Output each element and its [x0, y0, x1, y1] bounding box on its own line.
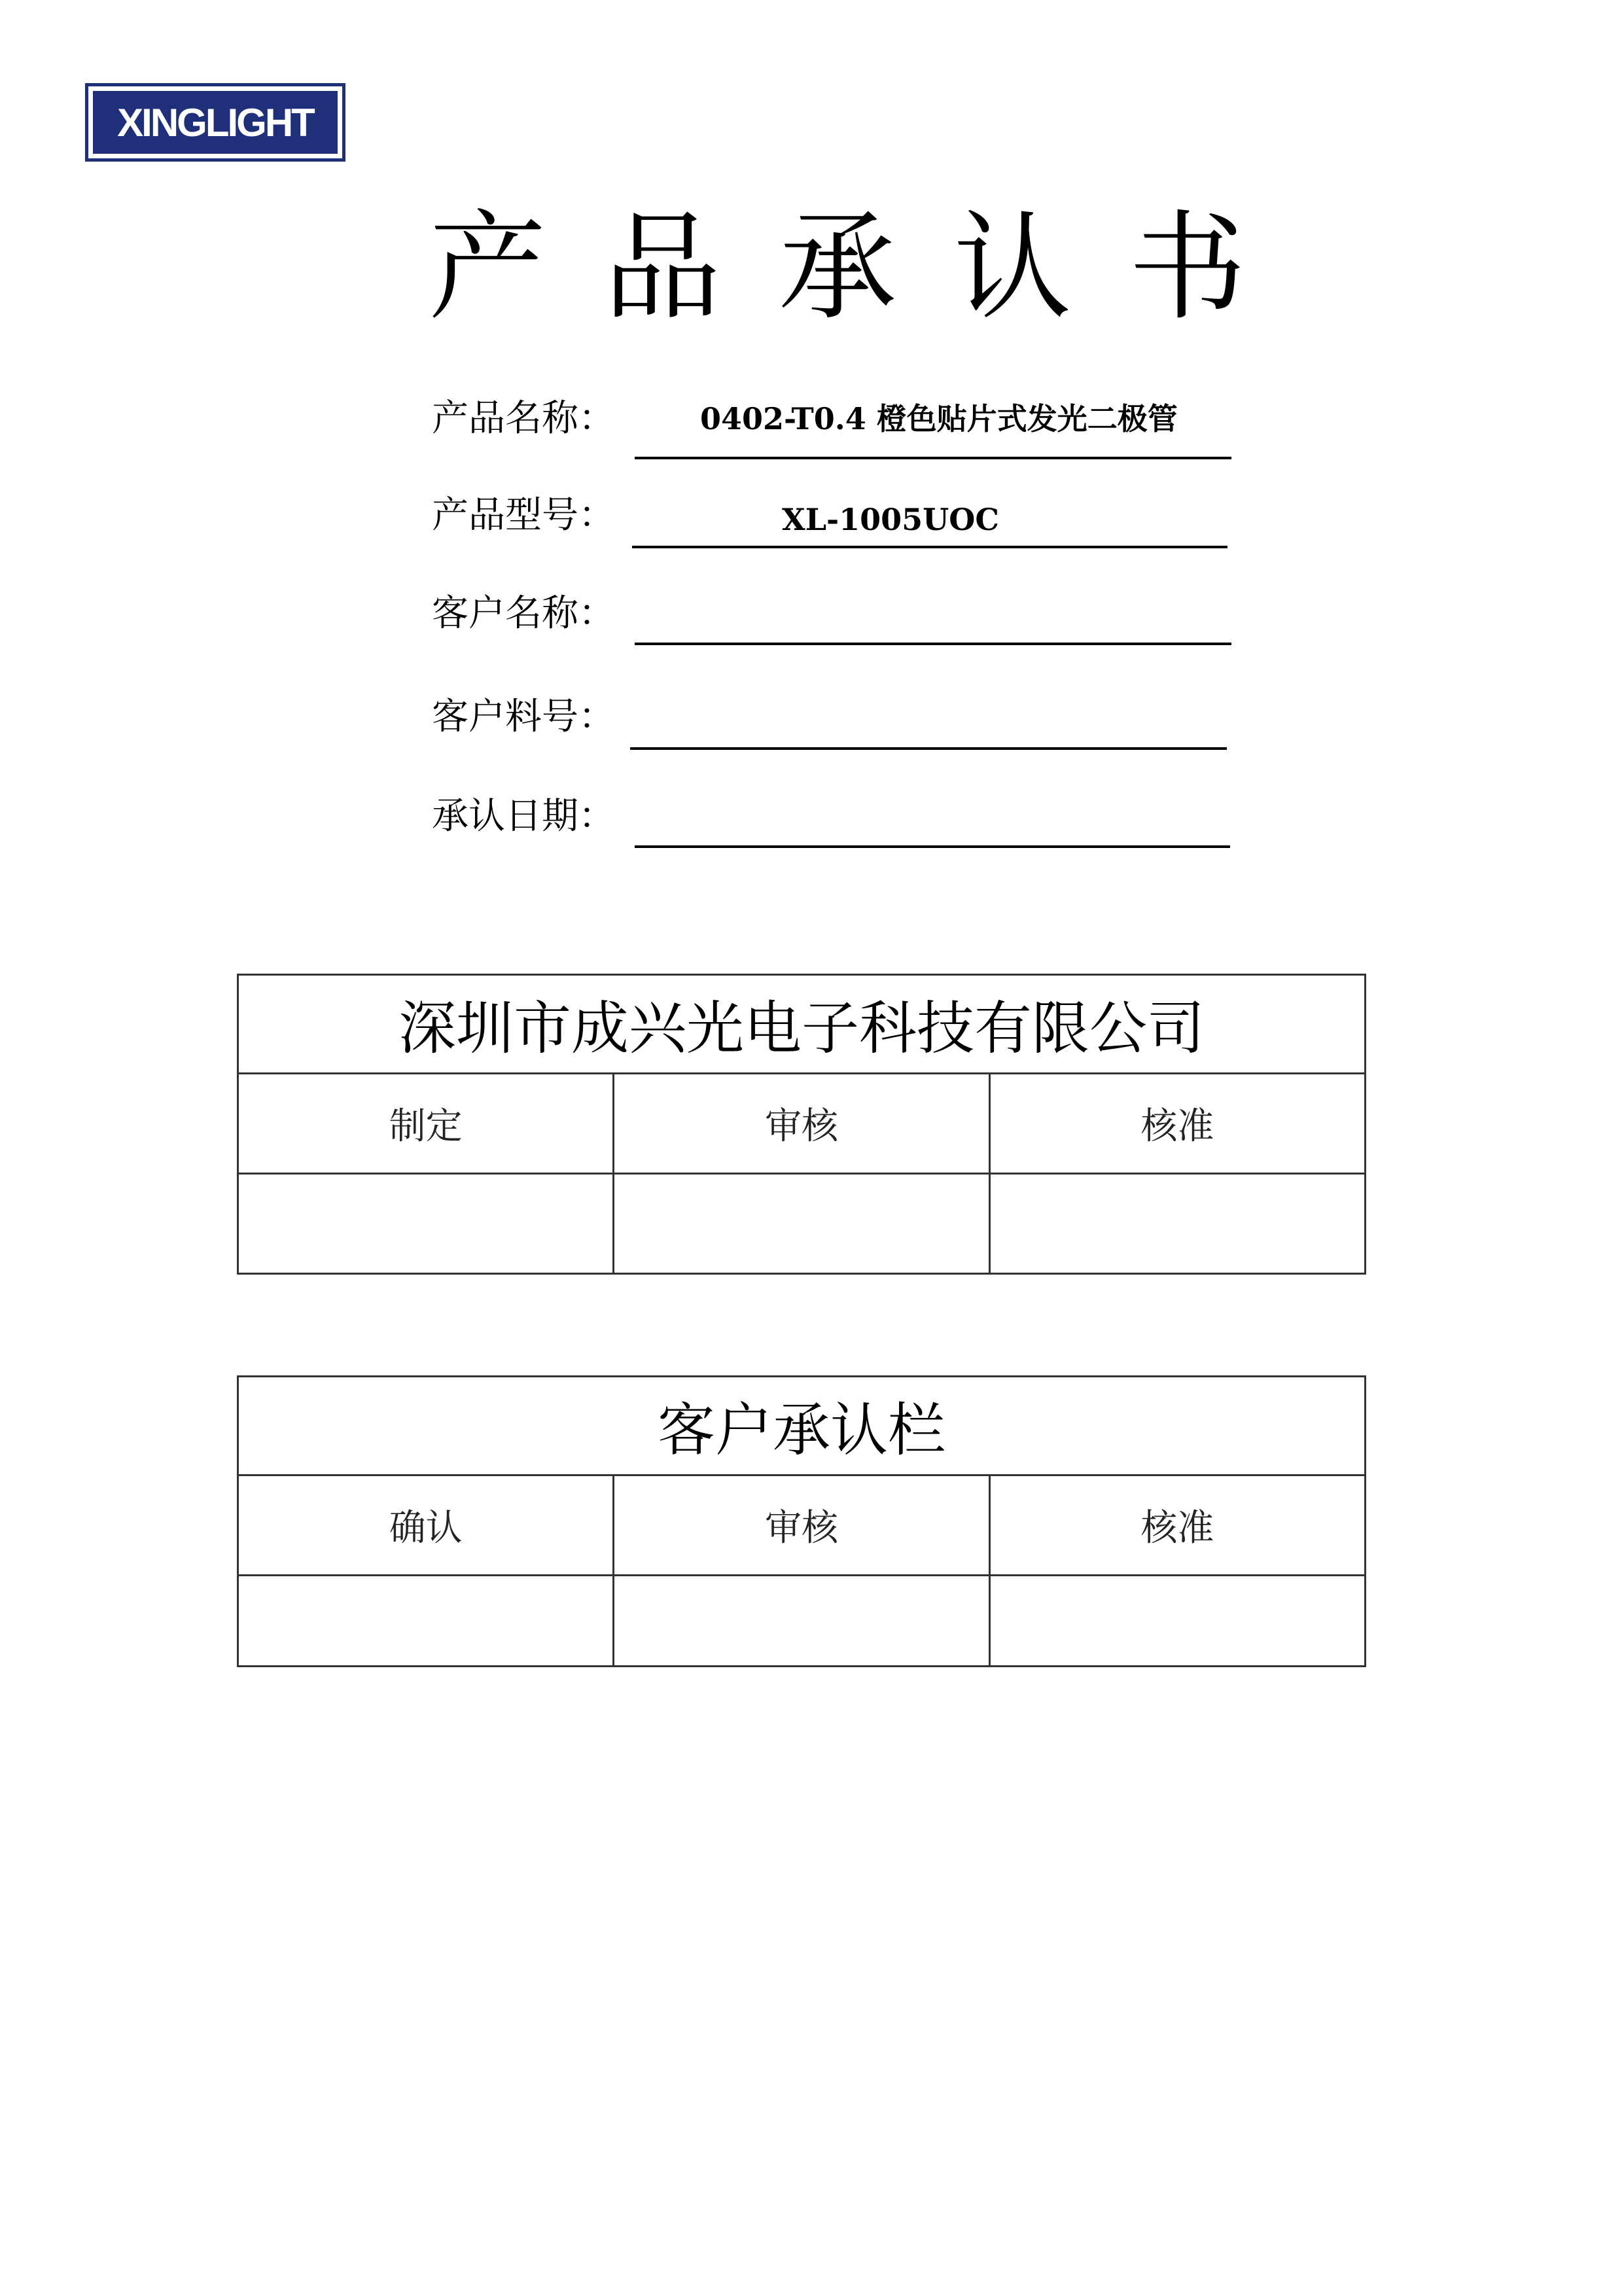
- header-approved: 核准: [989, 1475, 1365, 1576]
- title-char: 产: [429, 200, 547, 336]
- company-approval-table: [237, 974, 1366, 1275]
- title-char: 书: [1128, 200, 1246, 336]
- signature-cell-confirmed: [238, 1576, 614, 1667]
- title-char: 品: [603, 200, 722, 336]
- customer-approval-title: 客户承认栏: [238, 1377, 1366, 1475]
- company-logo: [85, 83, 345, 162]
- approval-date-line: [635, 845, 1230, 848]
- header-reviewed: 审核: [614, 1074, 989, 1174]
- header-confirmed: 确认: [238, 1475, 614, 1576]
- product-name-value: 0402-T0.4 橙色贴片式发光二极管: [700, 401, 1178, 436]
- signature-cell-prepared: [238, 1174, 614, 1274]
- signature-cell-reviewed: [614, 1576, 989, 1667]
- page-title: [429, 200, 1246, 336]
- product-name-label: 产品名称：: [432, 397, 615, 440]
- title-char: 承: [778, 200, 896, 336]
- product-name-line: [635, 457, 1231, 459]
- customer-part-no-label: 客户料号：: [432, 696, 615, 738]
- logo-text: XINGLIGHT: [93, 91, 338, 154]
- header-prepared: 制定: [238, 1074, 614, 1174]
- customer-name-label: 客户名称：: [432, 592, 615, 635]
- signature-cell-approved: [989, 1576, 1365, 1667]
- company-name: 深圳市成兴光电子科技有限公司: [238, 975, 1366, 1074]
- signature-cell-approved: [989, 1174, 1365, 1274]
- product-model-label: 产品型号：: [432, 494, 615, 537]
- approval-date-label: 承认日期：: [432, 795, 615, 838]
- title-char: 认: [953, 200, 1072, 336]
- header-reviewed: 审核: [614, 1475, 989, 1576]
- customer-approval-table: [237, 1375, 1366, 1667]
- header-approved: 核准: [989, 1074, 1365, 1174]
- signature-cell-reviewed: [614, 1174, 989, 1274]
- product-model-value: XL-1005UOC: [782, 502, 999, 537]
- product-model-line: [632, 546, 1227, 548]
- customer-part-no-line: [630, 747, 1227, 750]
- customer-name-line: [635, 643, 1231, 645]
